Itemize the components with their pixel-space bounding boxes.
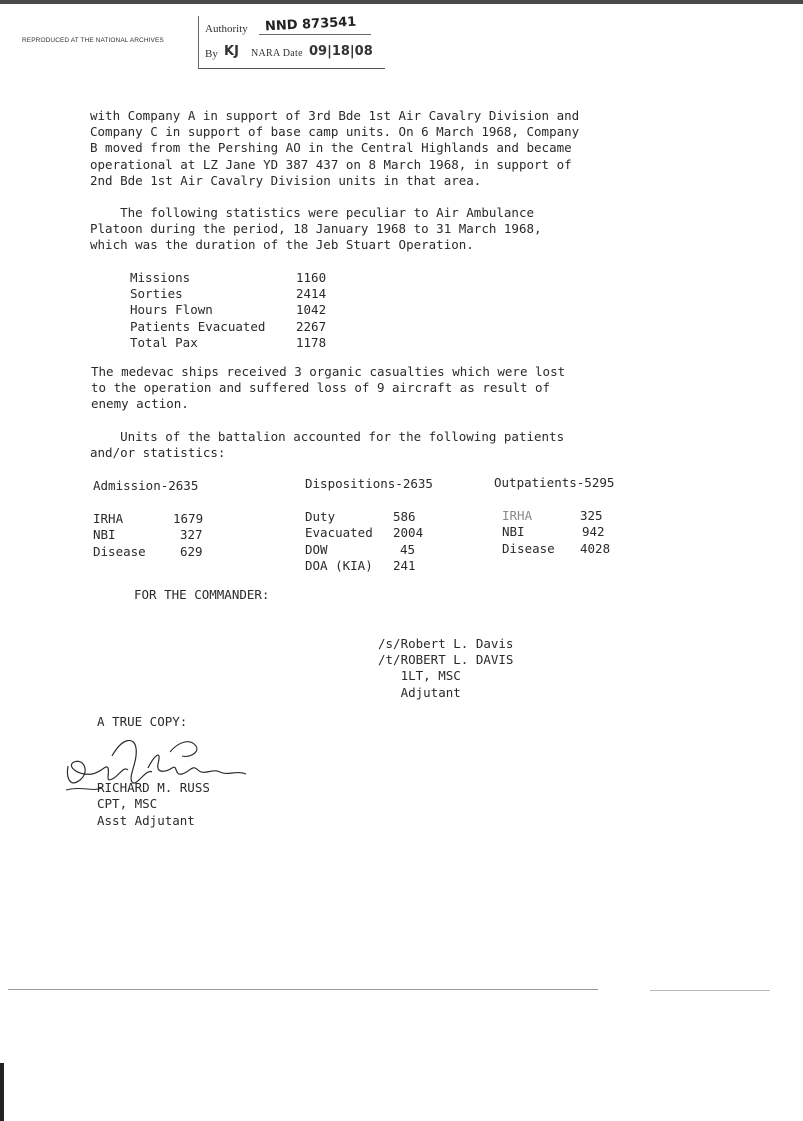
authority-underline: [259, 34, 371, 35]
table-row: [494, 508, 614, 524]
stat-label: Missions: [130, 270, 191, 285]
true-copy-title: Asst Adjutant: [97, 812, 195, 828]
signature-line: /t/ROBERT L. DAVIS: [378, 652, 514, 668]
row-label: NBI: [502, 524, 525, 540]
bottom-rule: [8, 989, 598, 990]
row-value: 2004: [393, 525, 424, 541]
outpatients-heading: Outpatients-5295: [494, 475, 615, 490]
row-label: Duty: [305, 509, 336, 525]
bottom-rule-right: [650, 990, 770, 991]
stat-label: Total Pax: [130, 334, 198, 350]
text-line: Company C in support of base camp units. On 6 March 1968, Company: [90, 124, 580, 140]
archives-reproduction-label: REPRODUCED AT THE NATIONAL ARCHIVES: [22, 37, 164, 44]
row-value: 629: [180, 543, 203, 559]
admissions-heading: Admission-2635: [93, 478, 199, 493]
text-line: to the operation and suffered loss of 9 aircraft as result of: [91, 380, 551, 396]
row-value: 45: [400, 541, 416, 557]
table-row: [305, 509, 433, 525]
declassification-stamp: [198, 16, 385, 69]
stat-value: 1160: [296, 270, 327, 285]
stat-label: Sorties: [130, 286, 183, 302]
true-copy-rank: CPT, MSC: [97, 796, 158, 811]
paragraph-company-movements: [90, 108, 579, 189]
text-line: B moved from the Pershing AO in the Central Highlands and became: [90, 140, 572, 156]
stat-value: 2267: [296, 318, 327, 334]
dispositions-rows: [305, 509, 433, 574]
row-value: 241: [393, 557, 416, 573]
signature-line: 1LT, MSC: [378, 668, 461, 684]
nara-date-value: 09|18|08: [309, 44, 373, 59]
row-label: Disease: [93, 543, 146, 559]
stat-label: Patients Evacuated: [130, 318, 266, 334]
row-label: IRHA: [502, 508, 533, 524]
table-row: [93, 527, 203, 543]
table-row: [305, 542, 433, 558]
scan-edge-mark: [0, 1063, 4, 1121]
text-line: 2nd Bde 1st Air Cavalry Division units in that area.: [90, 172, 482, 188]
outpatients-column: [494, 475, 614, 557]
stat-value: 1042: [296, 302, 327, 318]
text-line: The medevac ships received 3 organic casualties which were lost: [91, 364, 566, 379]
signature-line: Adjutant: [378, 684, 461, 700]
handwritten-signature: [62, 728, 262, 800]
row-value: 327: [180, 527, 203, 543]
by-label: By: [205, 48, 218, 60]
adjutant-signature-block: [378, 636, 513, 701]
row-label: DOW: [305, 541, 328, 557]
admissions-column: [93, 478, 204, 560]
table-row: [93, 511, 204, 527]
row-value: 325: [580, 508, 603, 524]
admissions-rows: [93, 511, 204, 560]
text-line: enemy action.: [91, 396, 189, 412]
dispositions-heading: Dispositions-2635: [305, 476, 433, 491]
row-value: 942: [582, 524, 605, 540]
true-copy-name: RICHARD M. RUSS: [97, 779, 210, 795]
row-value: 1679: [173, 511, 204, 527]
nara-date-label: NARA Date: [251, 48, 303, 59]
text-line: which was the duration of the Jeb Stuart Operation.: [90, 237, 474, 253]
table-row: [494, 524, 614, 540]
table-row: [494, 541, 614, 557]
row-label: IRHA: [93, 511, 124, 527]
row-label: NBI: [93, 527, 116, 543]
text-line: The following statistics were peculiar to Air Ambulance: [90, 205, 535, 220]
table-row: [93, 543, 203, 560]
paragraph-units-intro: [90, 429, 564, 461]
top-edge-rule: [0, 0, 803, 4]
by-value: KJ: [224, 44, 239, 59]
text-line: operational at LZ Jane YD 387 437 on 8 March 1968, in support of: [90, 156, 572, 172]
for-the-commander: FOR THE COMMANDER:: [134, 587, 270, 602]
text-line: with Company A in support of 3rd Bde 1st Air Cavalry Division and: [90, 108, 580, 123]
text-line: and/or statistics:: [90, 445, 226, 461]
stat-value: 1178: [296, 334, 327, 350]
authority-value: NND 873541: [264, 14, 357, 35]
dispositions-column: [305, 476, 433, 574]
table-row: [305, 558, 433, 574]
stat-value: 2414: [296, 286, 327, 302]
row-label: DOA (KIA): [305, 557, 373, 573]
true-copy-heading: A TRUE COPY:: [97, 714, 188, 729]
row-label: Evacuated: [305, 525, 373, 541]
paragraph-statistics-intro: [90, 205, 542, 254]
authority-label: Authority: [205, 23, 248, 35]
stat-label: Hours Flown: [130, 302, 213, 318]
paragraph-casualties: [91, 364, 565, 413]
text-line: Platoon during the period, 18 January 1968 to 31 March 1968,: [90, 221, 542, 237]
row-label: Disease: [502, 540, 555, 556]
signature-line: /s/Robert L. Davis: [378, 636, 514, 651]
outpatients-rows: [494, 508, 614, 557]
text-line: Units of the battalion accounted for the following patients: [90, 429, 565, 444]
table-row: [305, 525, 433, 541]
row-value: 586: [393, 509, 416, 525]
row-value: 4028: [580, 540, 611, 556]
